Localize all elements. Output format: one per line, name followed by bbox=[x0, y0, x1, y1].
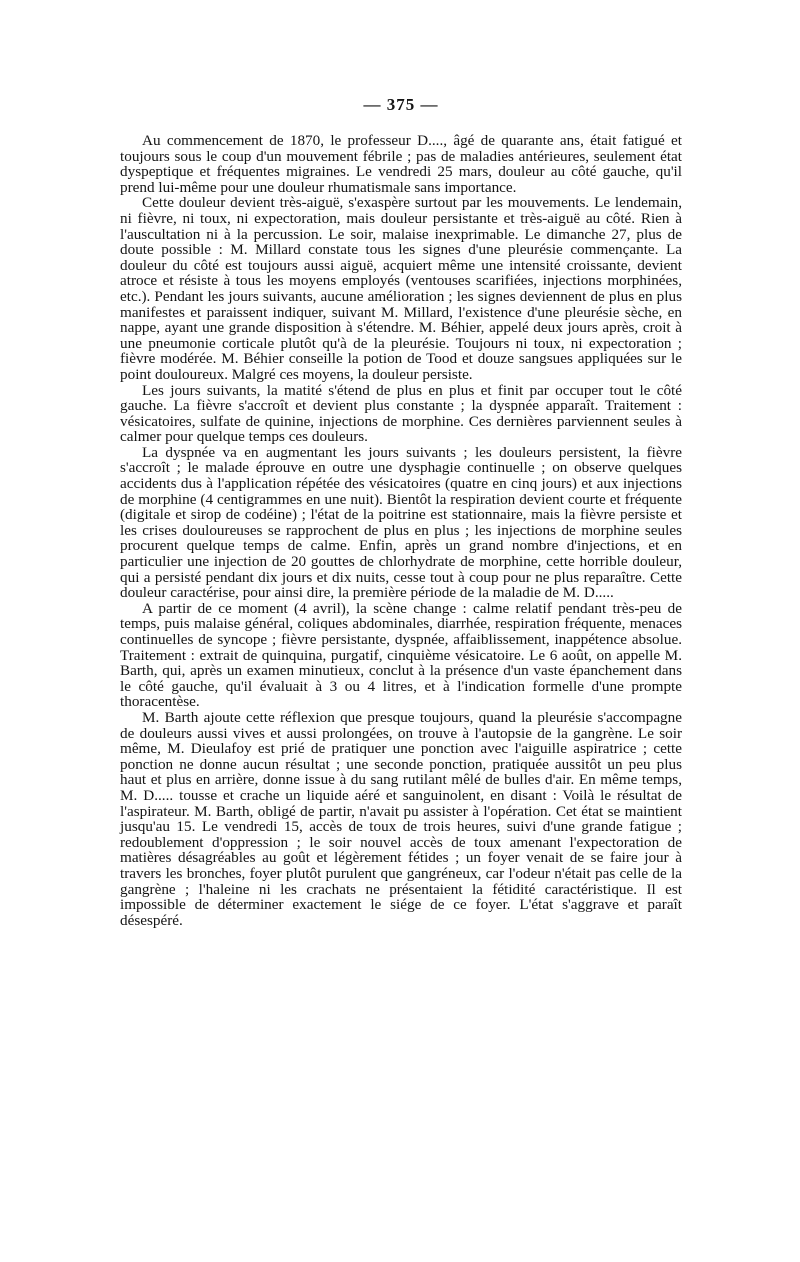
paragraph: A partir de ce moment (4 avril), la scène change : calme relatif pendant très-peu de temps, puis malaise général, coliques abdominales, diarrhée, respiration fréquente, menaces continuelles de syncope ; fièvre persistante, dyspnée, affaiblissement, inappétence absolue. Traitement : extrait de quinquina, purgatif, cinquième vésicatoire. Le 6 août, on appelle M. Barth, qui, après un examen minutieux, conclut à la présence d'un vaste épanchement dans le côté gauche, qu'il évaluait à 3 ou 4 litres, et à l'indication formelle d'une prompte thoracentèse. bbox=[120, 599, 682, 711]
paragraph: La dyspnée va en augmentant les jours suivants ; les douleurs persistent, la fièvre s'accroît ; le malade éprouve en outre une dysphagie continuelle ; on observe quelques accidents dus à l'application répétée des vésicatoires (quatre en cinq jours) et aux injections de morphine (4 centigrammes en une nuit). Bientôt la respiration devient courte et fréquente (digitale et sirop de codéine) ; l'état de la poitrine est stationnaire, mais la fièvre persiste et les crises douloureuses se rapprochent de plus en plus ; les injections de morphine seules procurent quelque temps de calme. Enfin, après un grand nombre d'injections, et en particulier une injection de 20 gouttes de chlorhydrate de morphine, cette horrible douleur, qui a persisté pendant dix jours et dix nuits, cesse tout à coup pour ne plus reparaître. Cette douleur caractérise, pour ainsi dire, la première période de la maladie de M. D..... bbox=[120, 443, 682, 602]
body-text bbox=[120, 133, 682, 928]
paragraph: M. Barth ajoute cette réflexion que presque toujours, quand la pleurésie s'accompagne de douleurs aussi vives et aussi prolongées, on trouve à l'autopsie de la gangrène. Le soir même, M. Dieulafoy est prié de pratiquer une ponction avec l'aiguille aspiratrice ; cette ponction ne donne aucun résultat ; une seconde ponction, pratiquée aussitôt un peu plus haut et plus en arrière, donne issue à du sang rutilant mêlé de bulles d'air. En même temps, M. D..... tousse et crache un liquide aéré et sanguinolent, en disant : Voilà le résultat de l'aspirateur. M. Barth, obligé de partir, n'avait pu assister à l'opération. Cet état se maintient jusqu'au 15. Le vendredi 15, accès de toux de trois heures, suivi d'une grande fatigue ; redoublement d'oppression ; le soir nouvel accès de toux amenant l'expectoration de matières désagréables au goût et légèrement fétides ; un foyer venait de se faire jour à travers les bronches, foyer plutôt purulent que gangréneux, car l'odeur n'était pas celle de la gangrène ; l'haleine ni les crachats ne présentaient la fétidité caractéristique. Il est impossible de déterminer exactement le siége de ce foyer. L'état s'aggrave et paraît désespéré. bbox=[120, 708, 682, 929]
paragraph: Les jours suivants, la matité s'étend de plus en plus et finit par occuper tout le côté gauche. La fièvre s'accroît et devient plus constante ; la dyspnée apparaît. Traitement : vésicatoires, sulfate de quinine, injections de morphine. Ces dernières parviennent seules à calmer pour quelque temps ces douleurs. bbox=[120, 381, 682, 446]
paragraph: Cette douleur devient très-aiguë, s'exaspère surtout par les mouvements. Le lendemain, ni fièvre, ni toux, ni expectoration, mais douleur persistante et très-aiguë au côté. Rien à l'auscultation ni à la percussion. Le soir, malaise inexprimable. Le dimanche 27, plus de doute possible : M. Millard constate tous les signes d'une pleurésie commençante. La douleur du côté est toujours aussi aiguë, acquiert même une intensité croissante, devient atroce et résiste à tous les moyens employés (ventouses scarifiées, injections morphinées, etc.). Pendant les jours suivants, aucune amélioration ; les signes deviennent de plus en plus manifestes et paraissent indiquer, suivant M. Millard, l'existence d'une pleurésie sèche, en nappe, ayant une grande disposition à s'étendre. M. Béhier, appelé deux jours après, croit à une pneumonie corticale plutôt qu'à de la pleurésie. Toujours ni toux, ni expectoration ; fièvre modérée. M. Béhier conseille la potion de Tood et douze sangsues appliquées sur le point douloureux. Malgré ces moyens, la douleur persiste. bbox=[120, 194, 682, 383]
paragraph: Au commencement de 1870, le professeur D...., âgé de quarante ans, était fatigué et toujours sous le coup d'un mouvement fébrile ; pas de maladies antérieures, seulement état dyspeptique et fréquentes migraines. Le vendredi 25 mars, douleur au côté gauche, qu'il prend lui-même pour une douleur rhumatismale sans importance. bbox=[120, 132, 682, 196]
page-number: — 375 — bbox=[363, 95, 439, 114]
